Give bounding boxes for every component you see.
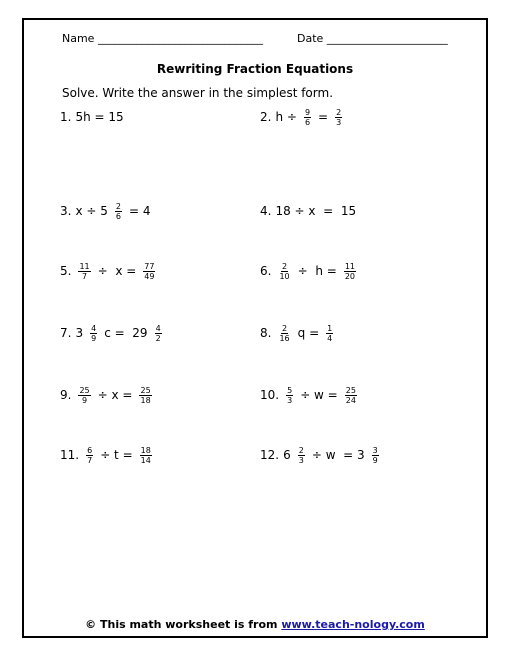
problem-number: 3. [60,204,72,218]
equation-text: = 4 [128,204,151,218]
problem-10 [260,380,364,410]
fraction [86,446,93,465]
denominator: 3 [298,455,304,465]
fraction [344,262,356,281]
problem-number: 9. [60,388,72,402]
denominator: 6 [304,117,311,127]
denominator: 7 [82,271,88,281]
fraction [345,386,357,405]
numerator: 4 [91,323,97,333]
denominator: 2 [155,333,161,343]
problem-8 [260,318,340,348]
footer-link[interactable]: www.teach-nology.com [281,618,425,631]
equation-text: h ÷ [275,110,297,124]
fraction [155,324,162,343]
numerator: 5 [287,385,293,395]
numerator: 25 [79,385,90,395]
fraction [278,324,290,343]
equation-text: ÷ t = [100,448,133,462]
denominator: 14 [140,455,151,465]
numerator: 2 [336,107,342,117]
problem-number: 2. [260,110,272,124]
equation-text: q = [297,326,320,340]
denominator: 16 [279,333,290,343]
numerator: 2 [298,445,304,455]
equation-text: 5h = 15 [75,110,124,124]
numerator: 18 [140,445,151,455]
numerator: 25 [140,385,151,395]
worksheet-page [22,18,488,638]
equation-text: 18 ÷ x = 15 [275,204,357,218]
denominator: 6 [115,211,121,221]
problem-number: 12. [260,448,280,462]
fraction [139,386,151,405]
instructions: Solve. Write the answer in the simplest form. [62,86,334,100]
problem-number: 8. [260,326,272,340]
denominator: 9 [82,395,88,405]
equation-text: ÷ w = [300,388,338,402]
date-field-label: Date ______________________ [297,32,448,45]
denominator: 3 [287,395,293,405]
fraction [78,386,90,405]
numerator: 11 [79,261,90,271]
equation-text: x ÷ 5 [75,204,108,218]
problem-4 [260,196,360,226]
denominator: 49 [144,271,155,281]
numerator: 6 [87,445,93,455]
fraction [78,262,90,281]
numerator: 3 [372,445,378,455]
numerator: 11 [344,261,355,271]
fraction [90,324,97,343]
problem-number: 10. [260,388,280,402]
fraction [115,202,122,221]
equation-text: 3 [75,326,84,340]
footer-text: © This math worksheet is from [85,618,282,631]
fraction [278,262,290,281]
fraction [143,262,155,281]
problem-number: 4. [260,204,272,218]
denominator: 9 [372,455,378,465]
numerator: 2 [115,201,121,211]
footer-credit [24,618,486,631]
numerator: 1 [327,323,333,333]
problem-number: 7. [60,326,72,340]
problem-number: 6. [260,264,272,278]
fraction [298,446,305,465]
denominator: 18 [140,395,151,405]
fraction [140,446,152,465]
fraction [335,108,342,127]
fraction [304,108,311,127]
denominator: 7 [87,455,93,465]
fraction [286,386,293,405]
equation-text: ÷ w = 3 [311,448,365,462]
name-field-label: Name ______________________________ [62,32,263,45]
equation-text: c = 29 [104,326,148,340]
problem-9 [60,380,159,410]
numerator: 77 [144,261,155,271]
denominator: 9 [91,333,97,343]
problem-7 [60,318,169,348]
problem-5 [60,256,162,286]
problem-6 [260,256,363,286]
worksheet-title: Rewriting Fraction Equations [156,62,354,76]
equation-text: 6 [283,448,291,462]
equation-text: ÷ h = [297,264,337,278]
problem-number: 5. [60,264,72,278]
fraction [326,324,333,343]
fraction [372,446,379,465]
problem-2 [260,102,349,132]
equation-text: = [318,110,329,124]
problem-number: 11. [60,448,80,462]
equation-text: ÷ x = [97,388,133,402]
numerator: 2 [282,323,288,333]
denominator: 20 [344,271,355,281]
problem-3 [60,196,154,226]
problem-11 [60,440,159,470]
numerator: 4 [155,323,161,333]
numerator: 2 [282,261,288,271]
denominator: 10 [279,271,290,281]
denominator: 4 [327,333,333,343]
denominator: 24 [345,395,356,405]
problem-1 [60,102,128,132]
problem-12 [260,440,386,470]
equation-text: ÷ x = [97,264,137,278]
denominator: 3 [336,117,342,127]
problem-number: 1. [60,110,72,124]
numerator: 9 [304,107,311,117]
numerator: 25 [345,385,356,395]
